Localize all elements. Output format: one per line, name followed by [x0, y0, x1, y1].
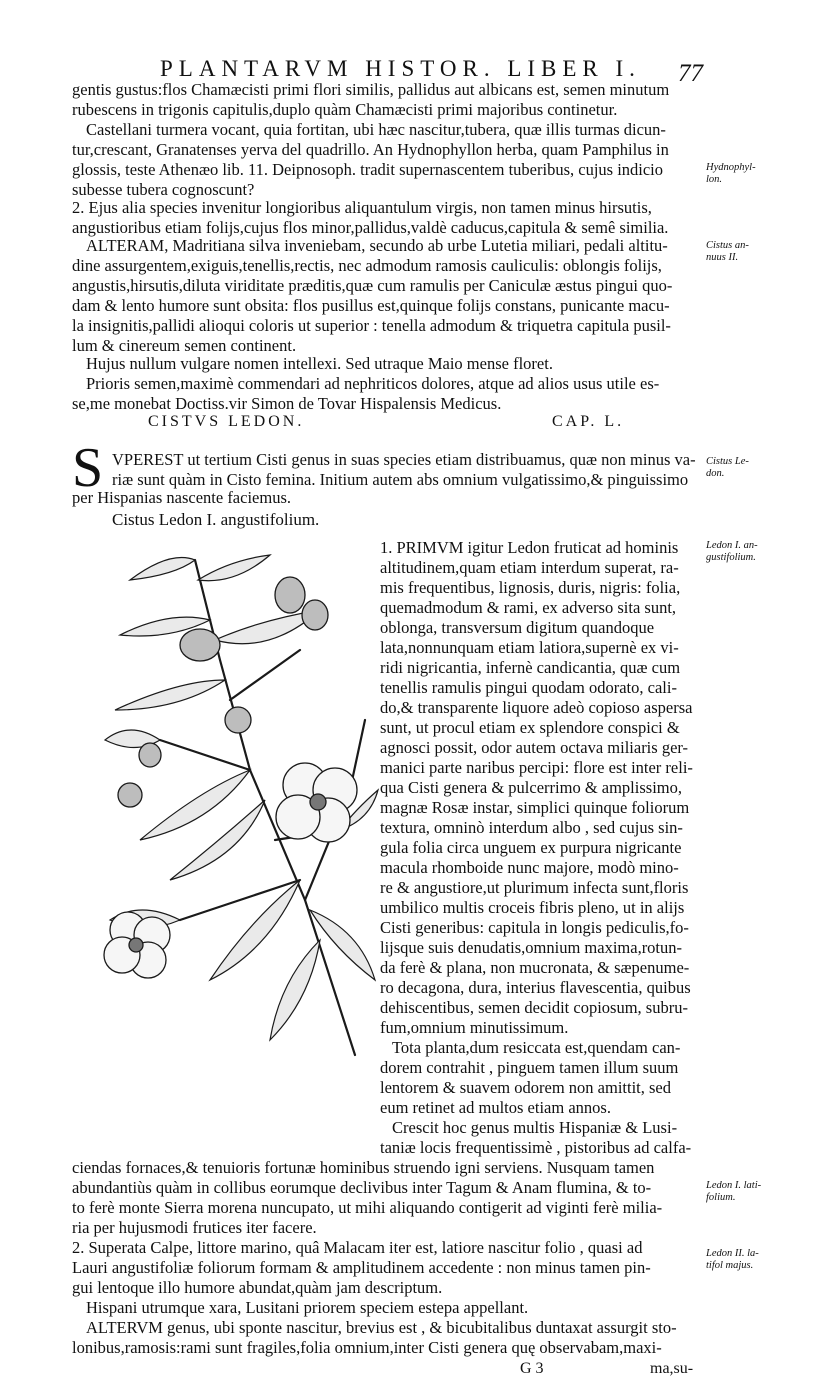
text-line: abundantiùs quàm in collibus eorumque declivibus inter Tagum & Anam flumina, & to-: [72, 1178, 652, 1197]
margin-note: Ledon II. la-: [706, 1248, 759, 1259]
text-line: macula rhomboide nunc majore, modò mino-: [380, 858, 679, 877]
text-line: eum retinet ad multos etiam annos.: [380, 1098, 611, 1117]
text-line: ALTERVM genus, ubi sponte nascitur, brevius est , & bicubitalibus duntaxat assurgit sto-: [86, 1318, 677, 1337]
text-line: fum,omnium minutissimum.: [380, 1018, 569, 1037]
text-line: glossis, teste Athenæo lib. 11. Deipnosoph. tradit supernascentem tuberibus, cujus indicio: [72, 160, 664, 179]
text-line: riæ sunt quàm in Cisto femina. Initium autem abs omnium vulgatissimo,& pinguissimo: [112, 470, 689, 489]
text-line: quemadmodum & rami, ex adverso sita sunt,: [380, 598, 677, 617]
text-line: dorem contrahit , pinguem tamen illum suum: [380, 1058, 679, 1077]
text-line: lata,nonnunquam etiam latiora,supernè ex vi-: [380, 638, 679, 657]
text-line: VPEREST ut tertium Cisti genus in suas species etiam distribuamus, quæ non minus va-: [112, 450, 696, 469]
text-line: taniæ locis frequentissimè , pistoribus ad calfa-: [380, 1138, 692, 1157]
text-line: dine assurgentem,exiguis,tenellis,rectis, nec admodum ramosis cauliculis: oblongis folijs,: [72, 256, 662, 275]
text-line: 2. Superata Calpe, littore marino, quâ Malacam iter est, latiore nascitur folio , quasi ad: [72, 1238, 643, 1257]
flower-illustration: [276, 763, 357, 842]
margin-note: Ledon I. lati-: [706, 1180, 762, 1191]
text-line: ridi nigricantia, infernè candicantia, quæ cum: [380, 658, 681, 677]
text-line: dehiscentibus, semen decidit copiosum, subru-: [380, 998, 688, 1017]
text-line: subesse tubera cognoscunt?: [72, 180, 255, 199]
margin-note: Cistus an-: [706, 240, 749, 251]
margin-note: Hydnophyl-: [706, 162, 756, 173]
text-line: 1. PRIMVM igitur Ledon fruticat ad hominis: [380, 538, 679, 557]
text-line: to ferè monte Sierra morena nuncupato, ut mihi aliquando contigerit ad viginti ferè milia-: [72, 1198, 663, 1217]
text-line: magnæ Rosæ instar, simplici quinque foliorum: [380, 798, 690, 817]
text-line: angustis,hirsutis,diluta viriditate præditis,quæ cum ramulis per Caniculæ æstus pingui quo-: [72, 276, 673, 295]
text-line: lum & cinereum semen continent.: [72, 336, 297, 355]
text-line: 2. Ejus alia species invenitur longioribus aliquantulum virgis, non tamen minus hirsutis,: [72, 198, 652, 217]
text-line: se,me monebat Doctiss.vir Simon de Tovar Hispalensis Medicus.: [72, 394, 502, 413]
running-head: PLANTARVM HISTOR. LIBER I.: [160, 56, 641, 81]
text-line: mis frequentibus, lignosis, duris, nigris: folia,: [380, 578, 681, 597]
figure-caption: Cistus Ledon I. angustifolium.: [112, 510, 320, 529]
text-line: oblonga, transversum digitum quandoque: [380, 618, 655, 637]
text-line: qua Cisti genera & pulcerrimo & amplissimo,: [380, 778, 682, 797]
text-line: gula folia circa unguem ex purpura nigricante: [380, 838, 682, 857]
plant-woodcut-illustration: [100, 540, 380, 1060]
text-line: umbilico multis croceis fibris pleno, ut in alijs: [380, 898, 685, 917]
chapter-title: CISTVS LEDON.: [148, 413, 305, 430]
text-line: agnosci possit, odor autem octava miliaris ger-: [380, 738, 689, 757]
text-line: da ferè & plana, non mucronata, & sæpenume-: [380, 958, 690, 977]
margin-note: Ledon I. an-: [706, 540, 758, 551]
text-line: per Hispanias nascente faciemus.: [72, 488, 291, 507]
text-line: ro decagona, dura, interius flavescentia, quibus: [380, 978, 691, 997]
text-line: Cisti generibus: capitula in longis pediculis,fo-: [380, 918, 689, 937]
text-line: angustioribus etiam folijs,cujus flos minor,pallidus,valdè caducus,capitula & semê similia.: [72, 218, 669, 237]
text-line: lentorem & suavem odorem non amittit, sed: [380, 1078, 671, 1097]
text-line: gui lentoque illo humore abundat,quàm jam descriptum.: [72, 1278, 443, 1297]
text-line: gentis gustus:flos Chamæcisti primi flori similis, pallidus aut albicans est, semen minutum: [72, 80, 670, 99]
margin-note: Cistus Le-: [706, 456, 749, 467]
text-line: rubescens in trigonis capitulis,duplo quàm Chamæcisti primi majoribus continetur.: [72, 100, 618, 119]
text-line: tur,crescant, Granatenses yerva del quadrillo. An Hydnophyllon herba, quam Pamphilus in: [72, 140, 669, 159]
text-line: Hispani utrumque xara, Lusitani priorem speciem estepa appellant.: [86, 1298, 529, 1317]
catchword: ma,su-: [650, 1360, 694, 1377]
text-line: dam & lento humore sunt obsita: flos pusillus est,quinque folijs constans, punicante macu-: [72, 296, 670, 315]
text-line: altitudinem,quam etiam interdum superat, ra-: [380, 558, 679, 577]
margin-note: don.: [706, 468, 725, 479]
text-line: Lauri angustifoliæ foliorum formam & amplitudinem accedente : non minus tamen pin-: [72, 1258, 651, 1277]
text-line: tenellis ramulis pingui quodam odorato, cali-: [380, 678, 677, 697]
text-line: re & angustiore,ut plurimum infecta sunt,floris: [380, 878, 689, 897]
margin-note: gustifolium.: [706, 552, 756, 563]
text-line: manici parte naribus percipi: flore est inter reli-: [380, 758, 693, 777]
signature-mark: G 3: [520, 1360, 544, 1377]
text-line: textura, omninò interdum albo , sed cujus sin-: [380, 818, 683, 837]
text-line: ALTERAM, Madritiana silva inveniebam, secundo ab urbe Lutetia miliari, pedali altitu-: [86, 236, 668, 255]
text-line: Hujus nullum vulgare nomen intellexi. Sed utraque Maio mense floret.: [86, 354, 553, 373]
text-line: Castellani turmera vocant, quia fortitan, ubi hæc nascitur,tubera, quæ illis turmas dicun-: [86, 120, 666, 139]
margin-note: folium.: [706, 1192, 736, 1203]
text-line: do,& transparente liquore adeò copioso aspersa: [380, 698, 693, 717]
text-line: Tota planta,dum resiccata est,quendam can-: [392, 1038, 681, 1057]
text-line: la insignitis,pallidi alioqui coloris ut superior : tenella admodum & triquetra capitula pusil-: [72, 316, 671, 335]
text-line: lonibus,ramosis:rami sunt fragiles,folia omnium,inter Cisti genera quę observabam,maxi-: [72, 1338, 662, 1357]
drop-cap: S: [72, 437, 104, 499]
chapter-number: CAP. L.: [552, 413, 625, 430]
text-line: ciendas fornaces,& tenuioris fortunæ hominibus struendo igni serviens. Nusquam tamen: [72, 1158, 655, 1177]
margin-note: nuus II.: [706, 252, 739, 263]
text-line: ria per hujusmodi frutices iter facere.: [72, 1218, 317, 1237]
text-line: lijsque suis denudatis,omnium maxima,rotun-: [380, 938, 683, 957]
text-line: Crescit hoc genus multis Hispaniæ & Lusi-: [392, 1118, 678, 1137]
text-line: sunt, ut procul etiam ex splendore conspici &: [380, 718, 680, 737]
margin-note: lon.: [706, 174, 723, 185]
margin-note: tifol majus.: [706, 1260, 754, 1271]
page-number: 77: [678, 60, 703, 87]
text-line: Prioris semen,maximè commendari ad nephriticos dolores, atque ad alios usus utile es-: [86, 374, 660, 393]
